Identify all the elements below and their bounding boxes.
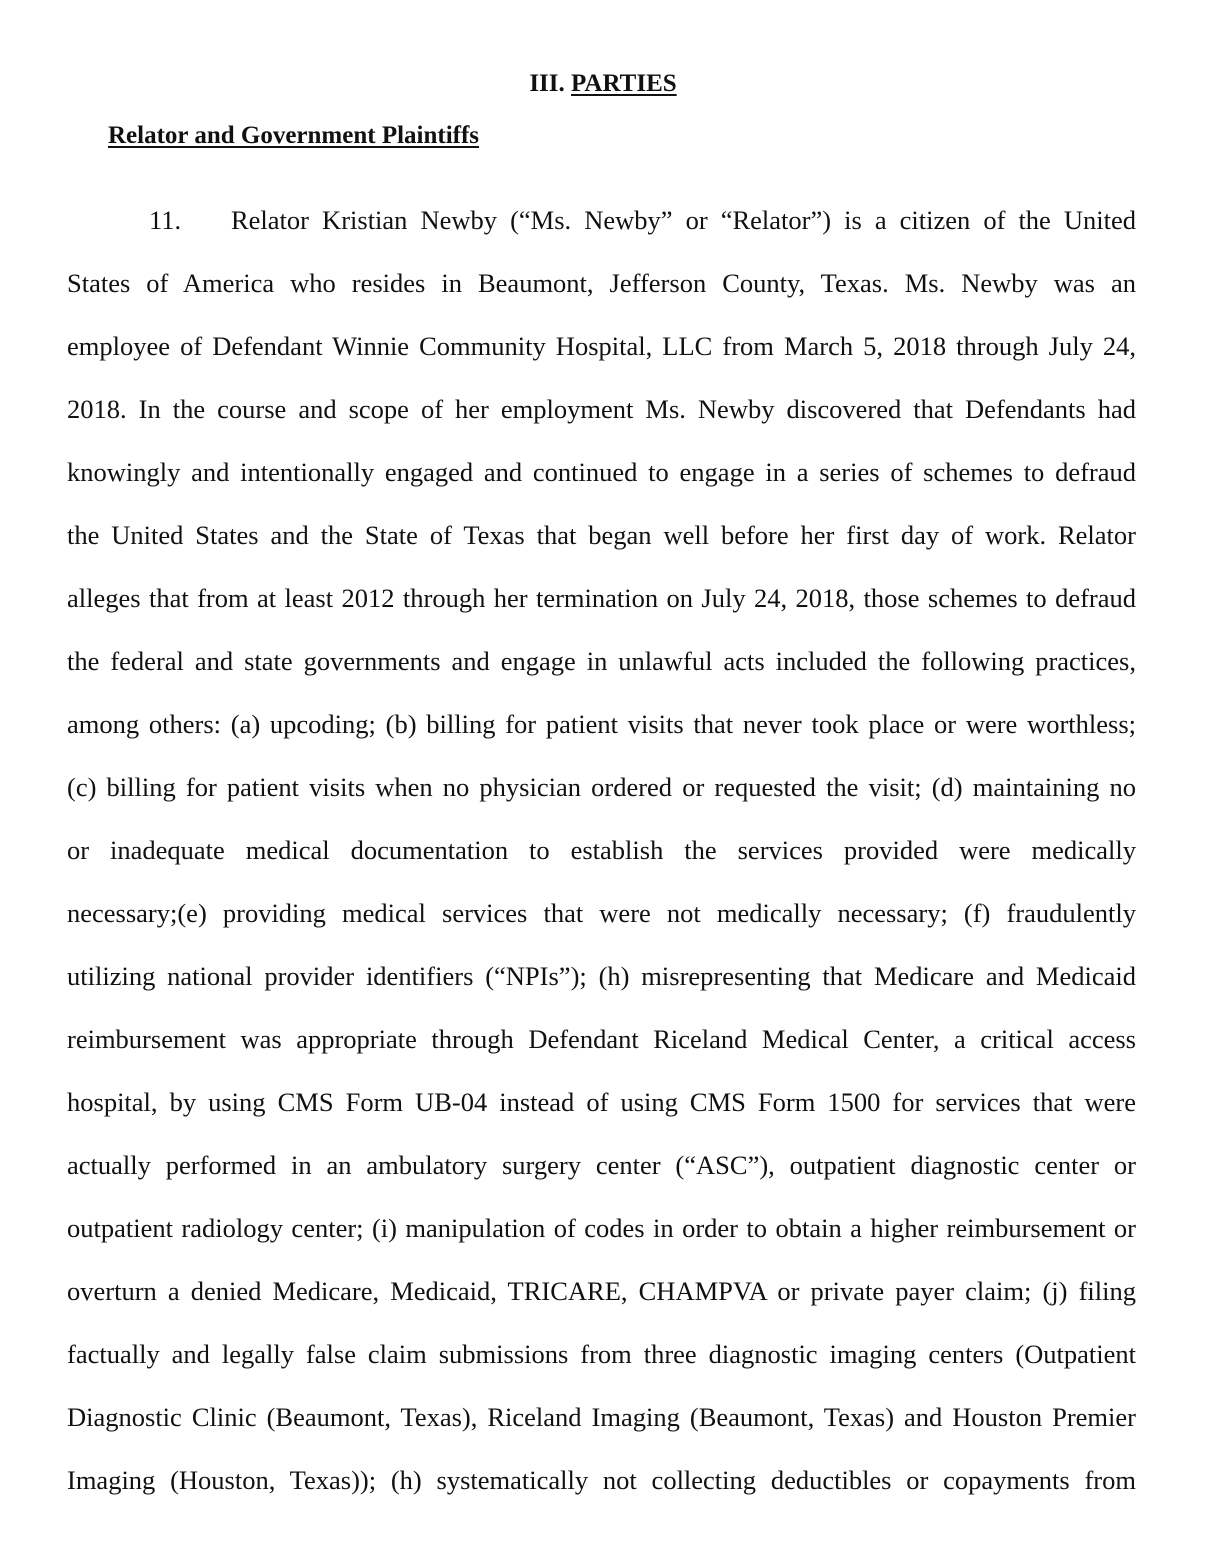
paragraph-line: alleges that from at least 2012 through her termination on July 24, 2018, those schemes to defraud — [67, 583, 1136, 613]
paragraph-line: overturn a denied Medicare, Medicaid, TRICARE, CHAMPVA or private payer claim; (j) filing — [67, 1276, 1136, 1306]
paragraph-line: reimbursement was appropriate through Defendant Riceland Medical Center, a critical access — [67, 1024, 1136, 1054]
paragraph-line: knowingly and intentionally engaged and continued to engage in a series of schemes to defraud — [67, 457, 1136, 487]
paragraph-line: the federal and state governments and engage in unlawful acts included the following practices, — [67, 646, 1136, 676]
section-number: III. — [529, 70, 565, 97]
paragraph-line: necessary;(e) providing medical services that were not medically necessary; (f) fraudulently — [67, 898, 1136, 928]
paragraph-line: 2018. In the course and scope of her employment Ms. Newby discovered that Defendants had — [67, 394, 1136, 424]
paragraph-line: factually and legally false claim submissions from three diagnostic imaging centers (Outpatient — [67, 1339, 1136, 1369]
paragraph-line — [149, 203, 1136, 237]
paragraph-line: hospital, by using CMS Form UB-04 instead of using CMS Form 1500 for services that were — [67, 1087, 1136, 1117]
subheading: Relator and Government Plaintiffs — [108, 122, 480, 149]
paragraph-line-text: Relator Kristian Newby (“Ms. Newby” or “Relator”) is a citizen of the United — [231, 205, 1136, 235]
paragraph-line: Diagnostic Clinic (Beaumont, Texas), Riceland Imaging (Beaumont, Texas) and Houston Premier — [67, 1402, 1136, 1432]
paragraph-number: 11. — [149, 205, 182, 235]
paragraph-line: outpatient radiology center; (i) manipulation of codes in order to obtain a higher reimbursement or — [67, 1213, 1136, 1243]
paragraph-line: the United States and the State of Texas that began well before her first day of work. Relator — [67, 520, 1136, 550]
paragraph-line: or inadequate medical documentation to establish the services provided were medically — [67, 835, 1136, 865]
paragraph-line: (c) billing for patient visits when no physician ordered or requested the visit; (d) maintaining no — [67, 772, 1136, 802]
paragraph-line: Imaging (Houston, Texas)); (h) systematically not collecting deductibles or copayments from — [67, 1465, 1136, 1495]
paragraph-line: States of America who resides in Beaumont, Jefferson County, Texas. Ms. Newby was an — [67, 268, 1136, 298]
section-title: PARTIES — [571, 70, 677, 97]
paragraph-line: among others: (a) upcoding; (b) billing for patient visits that never took place or were worthless; — [67, 709, 1136, 739]
paragraph-line: employee of Defendant Winnie Community Hospital, LLC from March 5, 2018 through July 24, — [67, 331, 1136, 361]
section-heading — [0, 68, 1206, 100]
paragraph-line: utilizing national provider identifiers (“NPIs”); (h) misrepresenting that Medicare and Medicaid — [67, 961, 1136, 991]
paragraph-line: actually performed in an ambulatory surgery center (“ASC”), outpatient diagnostic center or — [67, 1150, 1136, 1180]
